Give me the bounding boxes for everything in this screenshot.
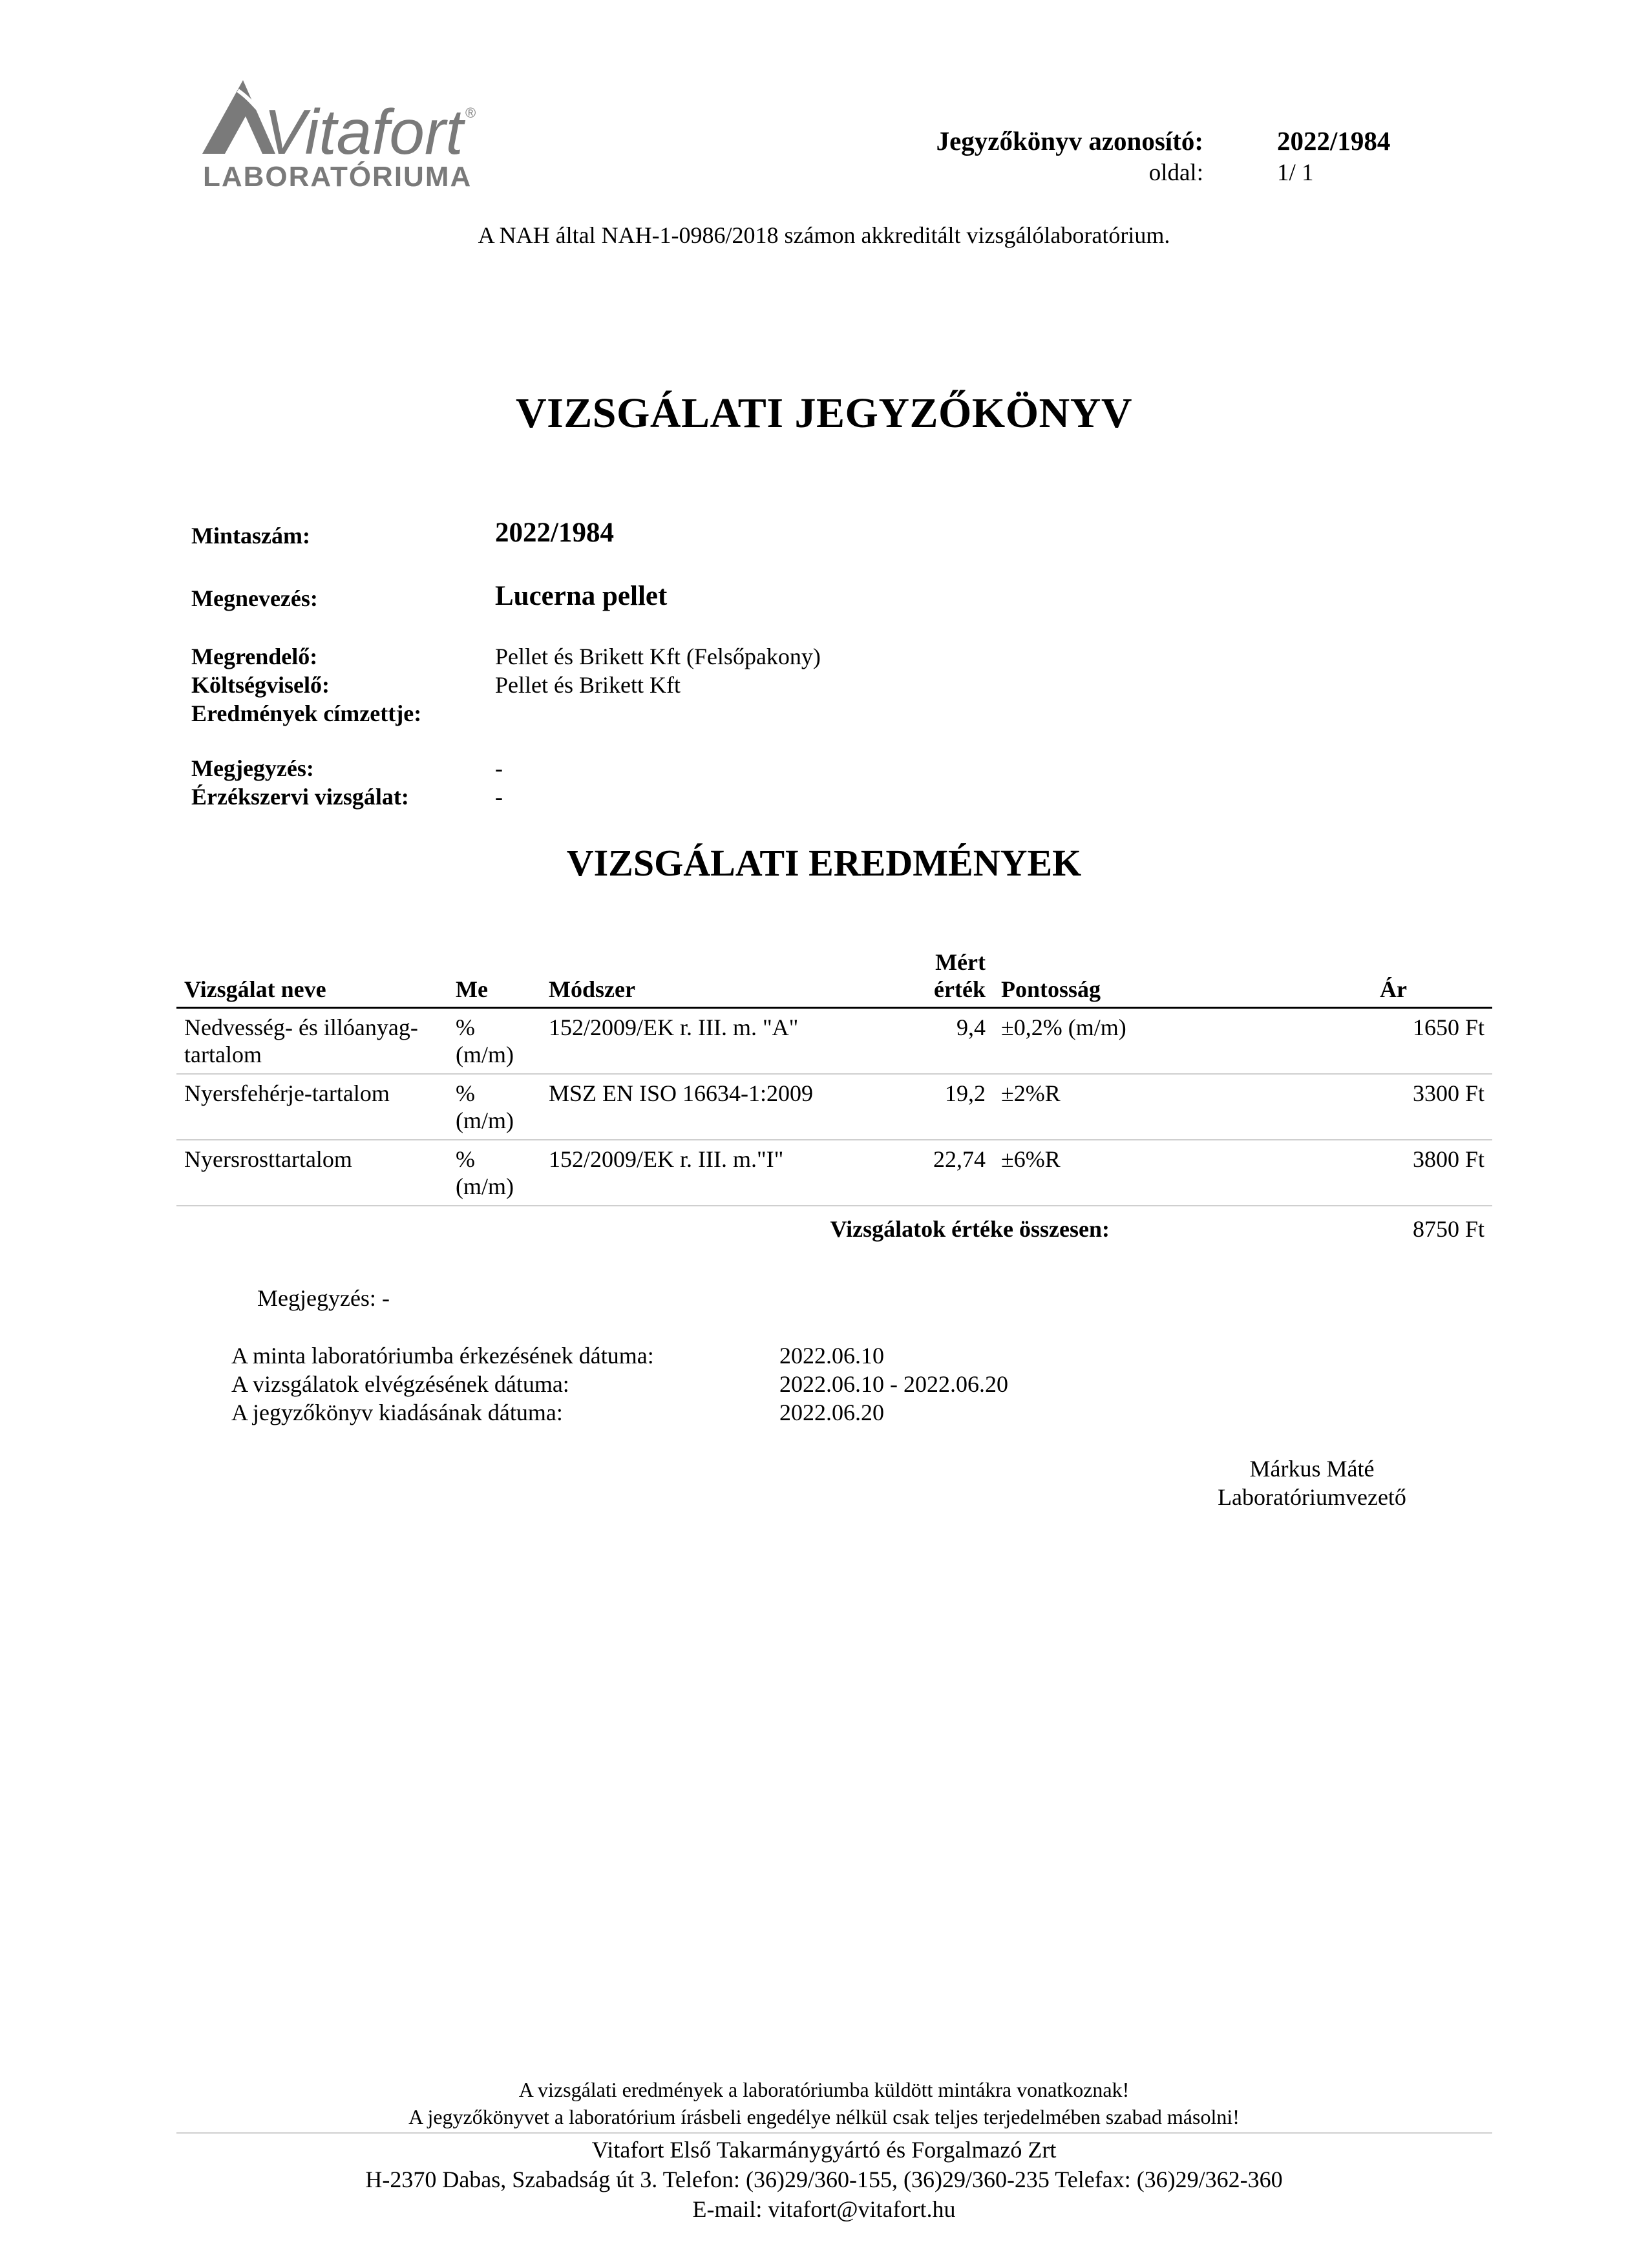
- results-table: [176, 943, 1492, 1248]
- method-cell: 152/2009/EK r. III. m. "A": [541, 1008, 877, 1075]
- footer-notice-2: A jegyzőkönyvet a laboratórium írásbeli engedélye nélkül csak teljes terjedelmében szabad másolni!: [408, 2105, 1240, 2128]
- column-header: Mért érték: [877, 943, 993, 1008]
- arrival-date-label: A minta laboratóriumba érkezésének dátuma:: [231, 1343, 654, 1369]
- method-cell: MSZ EN ISO 16634-1:2009: [541, 1074, 877, 1140]
- test-dates-label: A vizsgálatok elvégzésének dátuma:: [231, 1371, 569, 1397]
- accuracy-cell: ±6%R: [993, 1140, 1291, 1206]
- unit-cell: % (m/m): [448, 1008, 541, 1075]
- unit-cell: % (m/m): [448, 1074, 541, 1140]
- page-label: oldal:: [1148, 160, 1203, 186]
- price-cell: 1650 Ft: [1291, 1008, 1492, 1075]
- note-label: Megjegyzés:: [191, 755, 314, 781]
- vitafort-logo: [199, 78, 483, 191]
- table-row: [176, 1008, 1492, 1075]
- sample-name-value: Lucerna pellet: [495, 581, 668, 611]
- accreditation-text: A NAH által NAH-1-0986/2018 számon akkreditált vizsgálólaboratórium.: [478, 222, 1170, 248]
- unit-cell: % (m/m): [448, 1140, 541, 1206]
- payer-value: Pellet és Brikett Kft: [495, 672, 681, 698]
- price-cell: 3300 Ft: [1291, 1074, 1492, 1140]
- sensory-value: -: [495, 784, 503, 810]
- table-row: [176, 1074, 1492, 1140]
- recipient-label: Eredmények címzettje:: [191, 700, 422, 726]
- column-header: Ár: [1291, 943, 1492, 1008]
- test-name-cell: Nyersrosttartalom: [176, 1140, 448, 1206]
- footer-address: H-2370 Dabas, Szabadság út 3. Telefon: (36)29/360-155, (36)29/360-235 Telefax: (36)29/362-360: [365, 2167, 1283, 2192]
- payer-label: Költségviselő:: [191, 672, 330, 698]
- test-dates-value: 2022.06.10 - 2022.06.20: [779, 1371, 1008, 1397]
- measured-value-cell: 9,4: [877, 1008, 993, 1075]
- test-name-cell: Nedvesség- és illóanyag- tartalom: [176, 1008, 448, 1075]
- measured-value-cell: 22,74: [877, 1140, 993, 1206]
- total-label: Vizsgálatok értéke összesen:: [830, 1216, 1110, 1242]
- issue-date-value: 2022.06.20: [779, 1400, 884, 1425]
- sensory-label: Érzékszervi vizsgálat:: [191, 784, 409, 810]
- sample-name-label: Megnevezés:: [191, 585, 318, 611]
- table-header-row: [176, 943, 1492, 1008]
- column-header: Módszer: [541, 943, 877, 1008]
- protocol-id-label: Jegyzőkönyv azonosító:: [936, 126, 1203, 156]
- footer-notice-1: A vizsgálati eredmények a laboratóriumba küldött mintákra vonatkoznak!: [518, 2078, 1130, 2101]
- logo-subtitle: LABORATÓRIUMA: [203, 161, 472, 191]
- footer-divider: [176, 2132, 1492, 2134]
- remark-text: Megjegyzés: -: [257, 1285, 390, 1311]
- column-header: Me: [448, 943, 541, 1008]
- signatory-name: Márkus Máté: [1249, 1456, 1375, 1482]
- sample-number-label: Mintaszám:: [191, 523, 310, 549]
- page-value: 1/ 1: [1277, 160, 1314, 186]
- footer-company: Vitafort Első Takarmánygyártó és Forgalmazó Zrt: [591, 2137, 1057, 2163]
- column-header: Vizsgálat neve: [176, 943, 448, 1008]
- measured-value-cell: 19,2: [877, 1074, 993, 1140]
- logo-registered: ®: [465, 105, 476, 121]
- column-header: Pontosság: [993, 943, 1291, 1008]
- total-value: 8750 Ft: [1412, 1216, 1484, 1242]
- signatory-role: Laboratóriumvezető: [1218, 1484, 1406, 1510]
- results-title: VIZSGÁLATI EREDMÉNYEK: [566, 842, 1082, 884]
- test-name-cell: Nyersfehérje-tartalom: [176, 1074, 448, 1140]
- footer-email: E-mail: vitafort@vitafort.hu: [692, 2196, 956, 2222]
- note-value: -: [495, 755, 503, 781]
- table-row: [176, 1140, 1492, 1206]
- arrival-date-value: 2022.06.10: [779, 1343, 884, 1369]
- price-cell: 3800 Ft: [1291, 1140, 1492, 1206]
- accuracy-cell: ±2%R: [993, 1074, 1291, 1140]
- accuracy-cell: ±0,2% (m/m): [993, 1008, 1291, 1075]
- orderer-label: Megrendelő:: [191, 644, 318, 669]
- method-cell: 152/2009/EK r. III. m."I": [541, 1140, 877, 1206]
- orderer-value: Pellet és Brikett Kft (Felsőpakony): [495, 644, 821, 669]
- protocol-id-value: 2022/1984: [1277, 126, 1391, 156]
- logo-brand: Vitafort: [264, 96, 463, 167]
- document-title: VIZSGÁLATI JEGYZŐKÖNYV: [515, 390, 1133, 437]
- total-row: [176, 1206, 1492, 1248]
- sample-number-value: 2022/1984: [495, 518, 614, 548]
- issue-date-label: A jegyzőkönyv kiadásának dátuma:: [231, 1400, 563, 1425]
